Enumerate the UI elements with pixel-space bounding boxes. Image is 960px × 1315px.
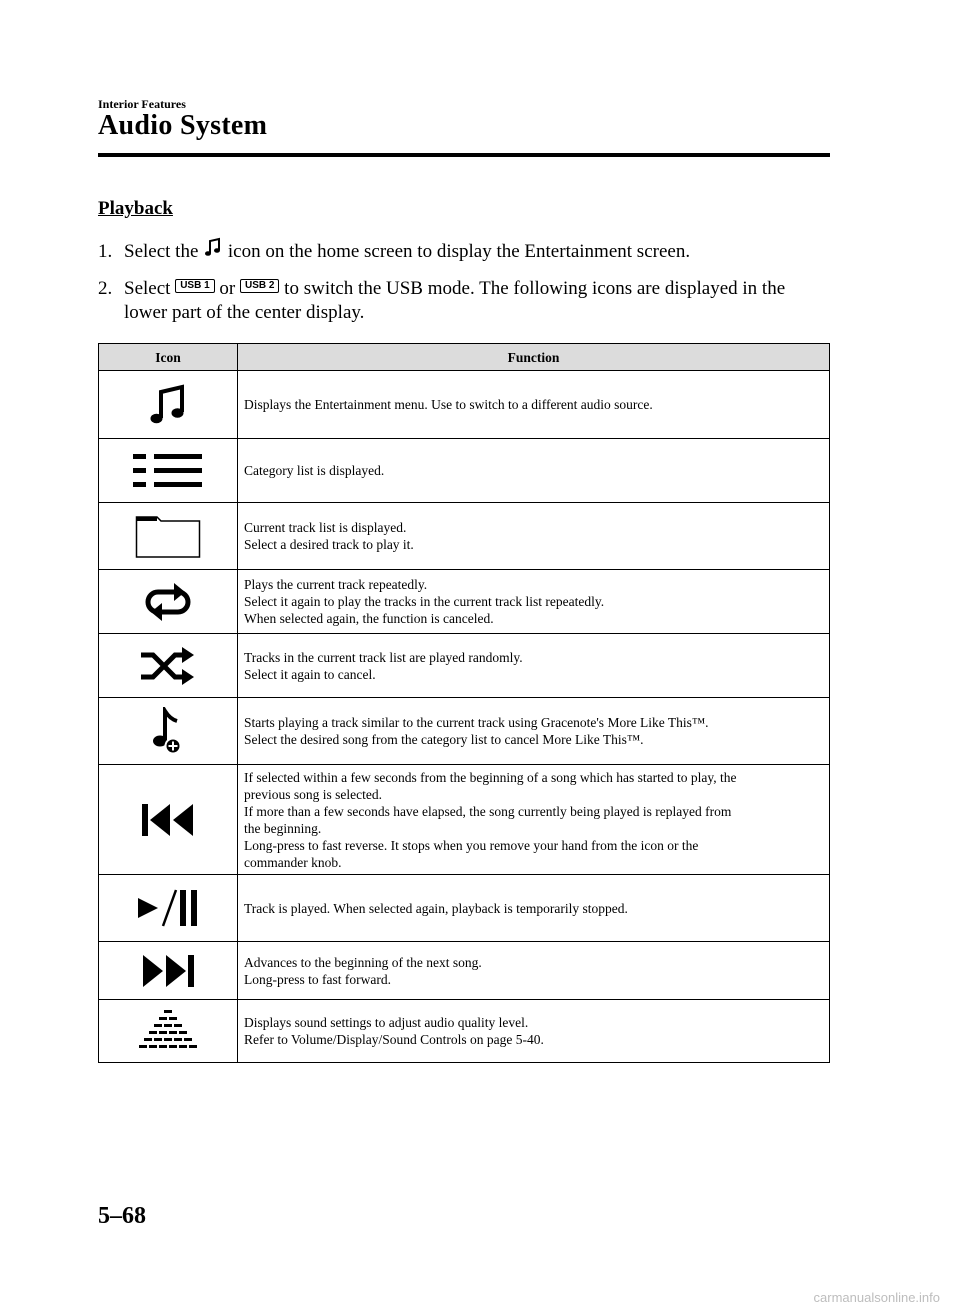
icon-cell <box>99 439 238 503</box>
shuffle-icon <box>138 645 198 687</box>
table-header-row <box>99 344 830 371</box>
icon-function-table <box>98 343 830 1063</box>
icon-cell <box>99 371 238 439</box>
step-1-text-after: icon on the home screen to display the Entertainment screen. <box>227 241 691 262</box>
previous-track-icon <box>140 802 196 838</box>
entertainment-note-icon <box>203 237 223 259</box>
function-cell <box>238 371 830 439</box>
icon-cell <box>99 698 238 765</box>
function-text: Long-press to fast forward. <box>244 971 391 987</box>
step-2-text-before: Select <box>124 278 171 299</box>
function-text: previous song is selected. <box>244 786 382 802</box>
function-text: If selected within a few seconds from the beginning of a song which has started to play, the <box>244 769 737 785</box>
function-text: Current track list is displayed. <box>244 520 407 535</box>
function-text: Plays the current track repeatedly. <box>244 577 428 592</box>
step-1-number: 1. <box>98 241 113 262</box>
function-text: Tracks in the current track list are played randomly. <box>244 649 523 665</box>
usb1-button-icon: USB 1 <box>175 279 214 293</box>
function-text: Advances to the beginning of the next song. <box>244 954 482 970</box>
function-text: Starts playing a track similar to the current track using Gracenote's More Like This™. <box>244 715 709 730</box>
function-text: When selected again, the function is canceled. <box>244 611 494 626</box>
step-1-text-before: Select the <box>124 241 199 262</box>
play-pause-icon <box>136 886 200 930</box>
icon-cell <box>99 942 238 1000</box>
function-cell <box>238 439 830 503</box>
icon-cell <box>99 765 238 875</box>
sound-settings-icon <box>137 1008 199 1054</box>
table-row <box>99 634 830 698</box>
function-text: Select a desired track to play it. <box>244 537 414 552</box>
page-title: Audio System <box>98 110 268 141</box>
repeat-icon <box>138 582 198 622</box>
table-row <box>99 1000 830 1063</box>
playback-heading: Playback <box>98 198 173 219</box>
step-2 <box>98 277 828 325</box>
function-text: Displays sound settings to adjust audio quality level. <box>244 1015 529 1030</box>
table-row <box>99 570 830 634</box>
step-2-text-after: to switch the USB mode. The following icons are displayed in the <box>284 278 786 299</box>
table-row <box>99 503 830 570</box>
function-text: commander knob. <box>244 854 342 870</box>
function-text: Displays the Entertainment menu. Use to switch to a different audio source. <box>244 397 653 412</box>
function-text: Select it again to play the tracks in the current track list repeatedly. <box>244 594 605 609</box>
function-text: Select the desired song from the category list to cancel More Like This™. <box>244 732 644 747</box>
function-cell <box>238 698 830 765</box>
table-row <box>99 371 830 439</box>
table-row <box>99 698 830 765</box>
function-text: the beginning. <box>244 820 322 836</box>
function-column-header: Function <box>238 344 830 371</box>
function-cell <box>238 570 830 634</box>
function-text: Category list is displayed. <box>244 463 385 478</box>
icon-cell <box>99 875 238 942</box>
step-2-continuation: lower part of the center display. <box>124 302 365 323</box>
folder-icon <box>135 513 201 559</box>
function-cell <box>238 875 830 942</box>
usb2-button-icon: USB 2 <box>240 279 279 293</box>
icon-cell <box>99 1000 238 1063</box>
icon-column-header: Icon <box>99 344 238 371</box>
page-number: 5–68 <box>98 1203 146 1229</box>
table-row <box>99 439 830 503</box>
step-2-number: 2. <box>98 278 113 299</box>
step-1 <box>98 237 828 264</box>
step-2-or: or <box>219 278 236 299</box>
icon-cell <box>99 634 238 698</box>
function-cell <box>238 765 830 875</box>
table-row <box>99 765 830 875</box>
icon-cell <box>99 570 238 634</box>
function-cell <box>238 503 830 570</box>
function-text: Refer to Volume/Display/Sound Controls on page 5-40. <box>244 1032 544 1047</box>
table-row <box>99 942 830 1000</box>
function-cell <box>238 634 830 698</box>
title-rule <box>98 153 830 157</box>
function-text: Select it again to cancel. <box>244 666 376 682</box>
function-cell <box>238 942 830 1000</box>
icon-cell <box>99 503 238 570</box>
table-row <box>99 875 830 942</box>
section-label: Interior Features <box>98 97 186 111</box>
function-cell <box>238 1000 830 1063</box>
function-text: Long-press to fast reverse. It stops when you remove your hand from the icon or the <box>244 837 699 853</box>
watermark: carmanualsonline.info <box>813 1290 940 1305</box>
function-text: Track is played. When selected again, playback is temporarily stopped. <box>244 900 628 916</box>
music-note-icon <box>148 383 188 427</box>
category-list-icon <box>132 451 204 491</box>
more-like-this-icon <box>150 707 186 755</box>
next-track-icon <box>140 953 196 989</box>
function-text: If more than a few seconds have elapsed, the song currently being played is replayed from <box>244 803 732 819</box>
